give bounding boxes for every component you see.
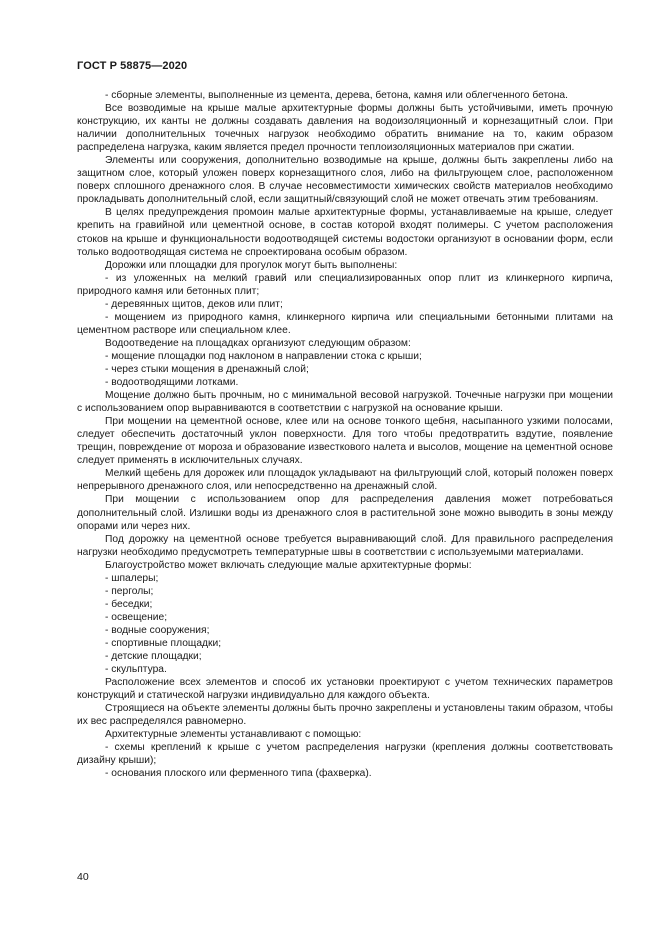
list-item: - водные сооружения; — [105, 624, 210, 636]
list-item: - освещение; — [105, 611, 168, 623]
paragraph: Водоотведение на площадках организуют следующим образом: — [105, 337, 411, 349]
paragraph: При мощении с использованием опор для распределения давления может потребоваться дополнительный слой. Излишки воды из дренажного слоя в растительной зоне можно выводить в зоны между опорами или через них. — [77, 494, 613, 532]
paragraph: Мощение должно быть прочным, но с минимальной весовой нагрузкой. Точечные нагрузки при мощении с использованием опор выравниваются в соответствии с нагрузкой на основание крыши. — [77, 390, 613, 415]
paragraph: В целях предупреждения промоин малые архитектурные формы, устанавливаемые на крыше, следует крепить на гравийной или цементной основе, в состав которой входят полимеры. С учетом расположения стоков на крыше и функциональности водоотводящей системы водостоки организуют в основании форм, если только водоотводящая система не спроектирована особым образом. — [77, 207, 613, 258]
paragraph: Элементы или сооружения, дополнительно возводимые на крыше, должны быть закреплены либо на защитном слое, который уложен поверх корнезащитного слоя, либо на фильтрующем слое, расположенном поверх сплошного дренажного слоя. В случае несовместимости химических свойств материалов необходимо прокладывать дополнительный слой, если защитный/связующий слой не может отвечать этим требованиям. — [77, 155, 613, 206]
list-item: - беседки; — [105, 598, 153, 610]
paragraph: Архитектурные элементы устанавливают с помощью: — [105, 729, 362, 741]
page-number: 40 — [77, 871, 89, 883]
paragraph: Все возводимые на крыше малые архитектурные формы должны быть устойчивыми, иметь прочную конструкцию, их канты не должны создавать давления на водоизоляционный и корнезащитный слои. При наличии дополнительных точечных нагрузок необходимо обратить внимание на то, каким образом распределена нагрузка, каким является предел прочности теплоизоляционных материалов при сжатии. — [77, 103, 613, 154]
paragraph: Мелкий щебень для дорожек или площадок укладывают на фильтрующий слой, который положен поверх непрерывного дренажного слоя, или непосредственно на дренажный слой. — [77, 468, 613, 493]
document-body — [77, 89, 613, 780]
paragraph: Дорожки или площадки для прогулок могут быть выполнены: — [105, 259, 398, 271]
paragraph: - сборные элементы, выполненные из цемента, дерева, бетона, камня или облегченного бетона. — [105, 90, 568, 101]
list-item: - водоотводящими лотками. — [105, 377, 239, 389]
list-item: - мощение площадки под наклоном в направлении стока с крыши; — [105, 350, 422, 362]
paragraph: Расположение всех элементов и способ их установки проектируют с учетом технических параметров конструкций и статической нагрузки индивидуально для каждого объекта. — [77, 677, 613, 702]
document-header: ГОСТ Р 58875—2020 — [77, 60, 188, 72]
paragraph: Благоустройство может включать следующие малые архитектурные формы: — [105, 559, 472, 571]
list-item: - из уложенных на мелкий гравий или специализированных опор плит из клинкерного кирпича, природного камня или бетонных плит; — [77, 272, 613, 297]
list-item: - спортивные площадки; — [105, 637, 222, 649]
paragraph: Строящиеся на объекте элементы должны быть прочно закреплены и установлены таким образом, чтобы их вес распределялся равномерно. — [77, 703, 613, 728]
list-item: - детские площадки; — [105, 651, 202, 663]
list-item: - через стыки мощения в дренажный слой; — [105, 363, 309, 375]
list-item: - шпалеры; — [105, 572, 159, 584]
list-item: - мощением из природного камня, клинкерного кирпича или специальными бетонными плитами на цементном растворе или специальном клее. — [77, 311, 613, 336]
list-item: - деревянных щитов, деков или плит; — [105, 298, 283, 310]
list-item: - перголы; — [105, 585, 154, 597]
paragraph: Под дорожку на цементной основе требуется выравнивающий слой. Для правильного распределения нагрузки необходимо предусмотреть температурные швы в соответствии с используемыми материалами. — [77, 533, 613, 558]
paragraph: При мощении на цементной основе, клее или на основе тонкого щебня, насыпанного узкими полосами, следует обеспечить достаточный уклон поверхности. Для того чтобы предотвратить вздутие, появление трещин, повреждение от мороза и образование известкового налета и высолов, мощение на цементной основе следует применять в исключительных случаях. — [77, 416, 613, 467]
list-item: - схемы креплений к крыше с учетом распределения нагрузки (крепления должны соответствовать дизайну крыши); — [77, 742, 613, 767]
list-item: - основания плоского или ферменного типа (фахверка). — [105, 768, 372, 780]
list-item: - скульптура. — [105, 664, 167, 676]
